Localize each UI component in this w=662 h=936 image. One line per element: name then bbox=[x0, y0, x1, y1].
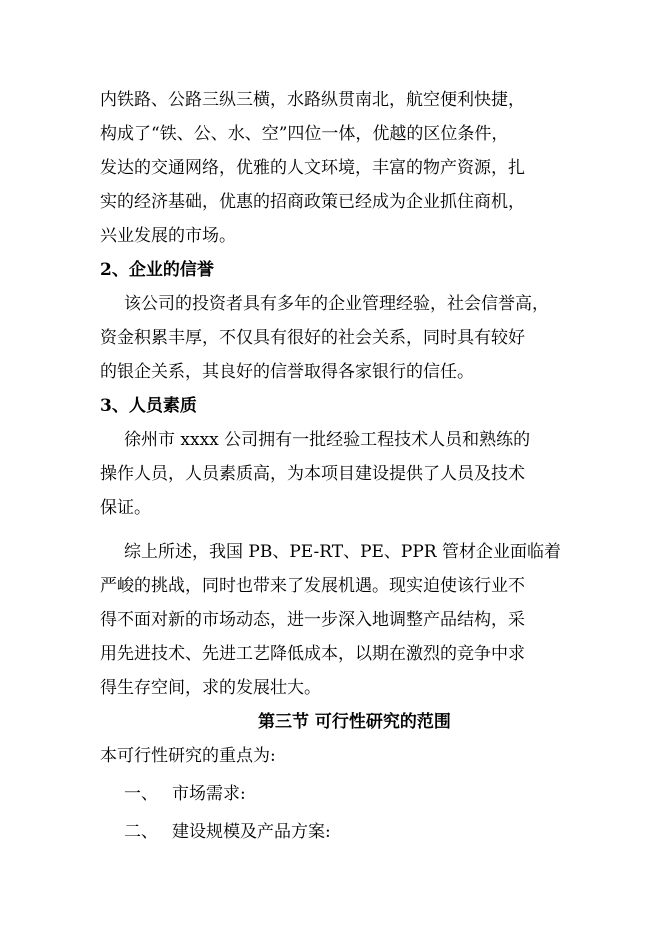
section-intro: 本可行性研究的重点为: bbox=[100, 746, 276, 766]
paragraph-line: 操作人员，人员素质高，为本项目建设提供了人员及技术 bbox=[100, 464, 525, 484]
paragraph-line: 构成了“铁、公、水、空”四位一体，优越的区位条件， bbox=[100, 124, 509, 144]
paragraph-line: 严峻的挑战，同时也带来了发展机遇。现实迫使该行业不 bbox=[100, 576, 525, 596]
list-item-marker: 一、 bbox=[124, 784, 158, 804]
list-item-text: 建设规模及产品方案: bbox=[172, 822, 331, 842]
subsection-heading-credit: 2、企业的信誉 bbox=[100, 260, 214, 280]
paragraph-line: 内铁路、公路三纵三横，水路纵贯南北，航空便利快捷， bbox=[100, 90, 525, 110]
paragraph-line: 的银企关系，其良好的信誉取得各家银行的信任。 bbox=[100, 362, 474, 382]
paragraph-line: 保证。 bbox=[100, 498, 151, 518]
paragraph-line: 得不面对新的市场动态，进一步深入地调整产品结构，采 bbox=[100, 610, 525, 630]
paragraph-line: 实的经济基础，优惠的招商政策已经成为企业抓住商机， bbox=[100, 192, 525, 212]
paragraph-line: 得生存空间，求的发展壮大。 bbox=[100, 678, 321, 698]
paragraph-line: 用先进技术、先进工艺降低成本，以期在激烈的竞争中求 bbox=[100, 644, 525, 664]
paragraph-line: 发达的交通网络，优雅的人文环境，丰富的物产资源，扎 bbox=[100, 158, 525, 178]
section-title: 第三节 可行性研究的范围 bbox=[258, 712, 451, 732]
paragraph-line: 该公司的投资者具有多年的企业管理经验，社会信誉高， bbox=[124, 294, 549, 314]
paragraph-line: 资金积累丰厚，不仅具有很好的社会关系，同时具有较好 bbox=[100, 328, 525, 348]
subsection-heading-personnel: 3、人员素质 bbox=[100, 396, 197, 416]
list-item-text: 市场需求: bbox=[172, 784, 246, 804]
paragraph-line: 徐州市 xxxx 公司拥有一批经验工程技术人员和熟练的 bbox=[124, 430, 531, 450]
paragraph-line: 兴业发展的市场。 bbox=[100, 226, 236, 246]
list-item-marker: 二、 bbox=[124, 822, 158, 842]
paragraph-line: 综上所述，我国 PB、PE-RT、PE、PPR 管材企业面临着 bbox=[124, 542, 562, 562]
